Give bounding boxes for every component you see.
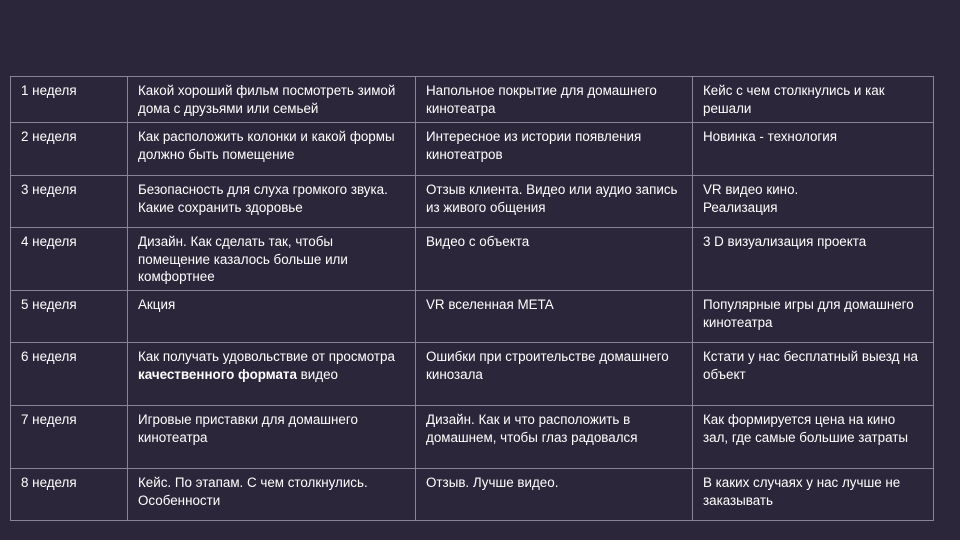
topic-line: Реализация [703, 199, 778, 215]
topic-cell: Видео с объекта [416, 228, 693, 291]
topic-cell: Дизайн. Как сделать так, чтобы помещение казалось больше или комфортнее [128, 228, 416, 291]
topic-text: Как получать удовольствие от просмотра [138, 349, 395, 364]
topic-text: видео [296, 366, 338, 382]
week-cell: 7 неделя [11, 406, 128, 469]
table-row [11, 469, 934, 521]
topic-line: VR видео кино. [703, 182, 799, 197]
topic-cell: В каких случаях у нас лучше не заказывать [693, 469, 934, 521]
topic-cell: Интересное из истории появления кинотеатров [416, 123, 693, 176]
topic-bold-text: качественного формата [138, 366, 297, 382]
topic-cell: Отзыв. Лучше видео. [416, 469, 693, 521]
topic-cell: Напольное покрытие для домашнего кинотеатра [416, 77, 693, 123]
week-cell: 2 неделя [11, 123, 128, 176]
topic-cell: Отзыв клиента. Видео или аудио запись из живого общения [416, 176, 693, 228]
topic-cell: Кейс. По этапам. С чем столкнулись. Особенности [128, 469, 416, 521]
table-row [11, 406, 934, 469]
topic-cell: Дизайн. Как и что расположить в домашнем, чтобы глаз радовался [416, 406, 693, 469]
week-cell: 5 неделя [11, 291, 128, 343]
content-plan-table [10, 76, 934, 521]
table-row [11, 228, 934, 291]
table-row [11, 343, 934, 406]
topic-cell [128, 343, 416, 406]
topic-cell: Какой хороший фильм посмотреть зимой дома с друзьями или семьей [128, 77, 416, 123]
topic-cell: Новинка - технология [693, 123, 934, 176]
week-cell: 3 неделя [11, 176, 128, 228]
topic-cell: 3 D визуализация проекта [693, 228, 934, 291]
topic-cell: Кейс с чем столкнулись и как решали [693, 77, 934, 123]
topic-cell: VR вселенная META [416, 291, 693, 343]
topic-cell: Как расположить колонки и какой формы должно быть помещение [128, 123, 416, 176]
table-row [11, 123, 934, 176]
topic-cell [693, 176, 934, 228]
week-cell: 8 неделя [11, 469, 128, 521]
table-row [11, 77, 934, 123]
topic-cell: Популярные игры для домашнего кинотеатра [693, 291, 934, 343]
week-cell: 6 неделя [11, 343, 128, 406]
topic-cell: Игровые приставки для домашнего кинотеатра [128, 406, 416, 469]
table-row [11, 176, 934, 228]
topic-cell: Ошибки при строительстве домашнего кинозала [416, 343, 693, 406]
topic-cell: Акция [128, 291, 416, 343]
week-cell: 1 неделя [11, 77, 128, 123]
topic-cell: Как формируется цена на кино зал, где самые большие затраты [693, 406, 934, 469]
topic-cell: Кстати у нас бесплатный выезд на объект [693, 343, 934, 406]
week-cell: 4 неделя [11, 228, 128, 291]
table-row [11, 291, 934, 343]
topic-cell: Безопасность для слуха громкого звука. Какие сохранить здоровье [128, 176, 416, 228]
